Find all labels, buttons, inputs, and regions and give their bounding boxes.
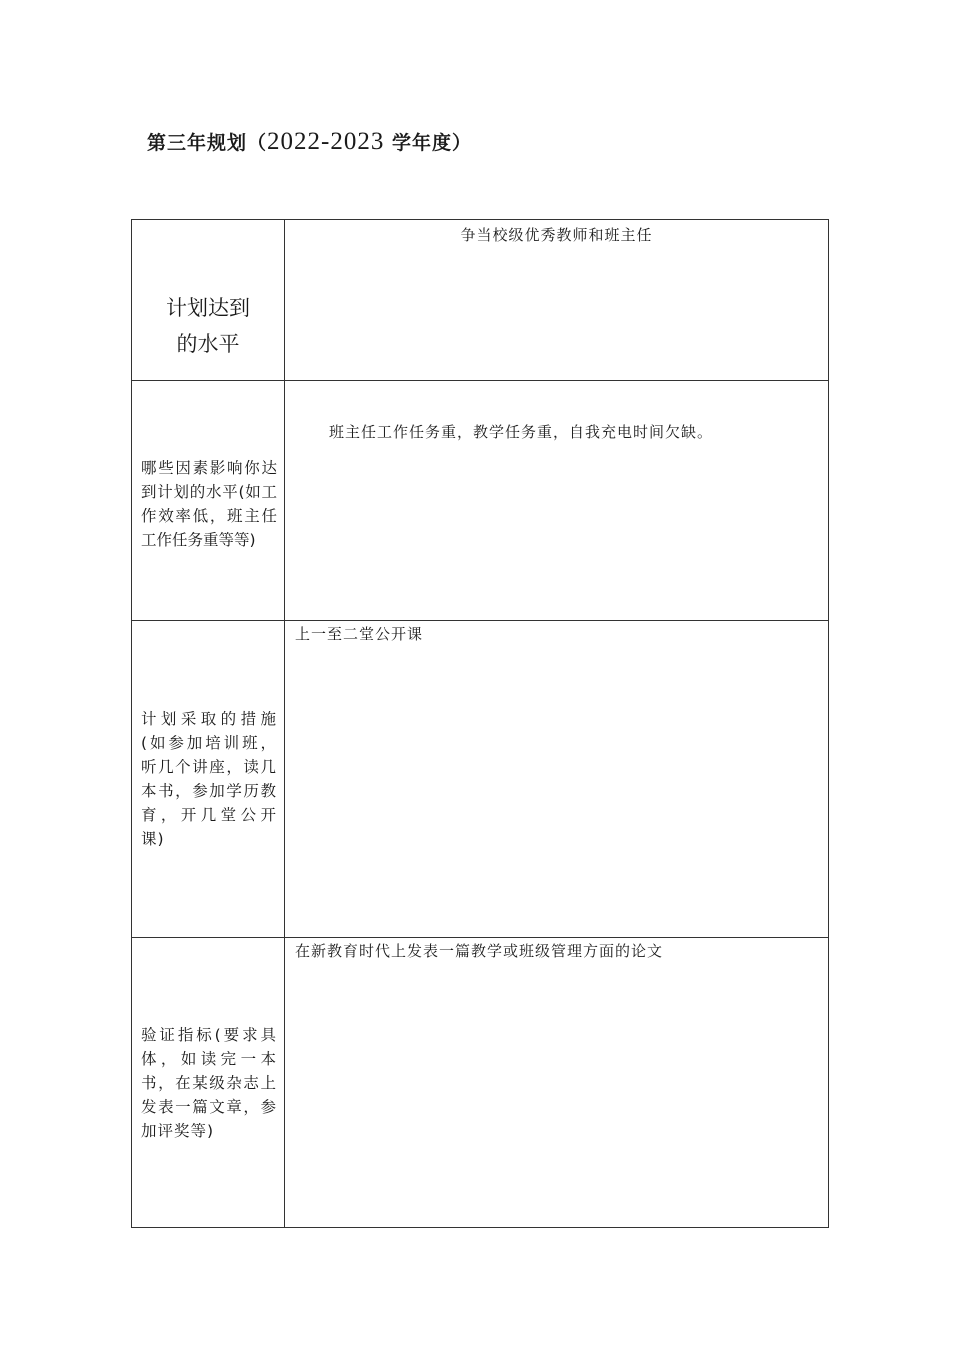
table-row-factors bbox=[132, 381, 829, 621]
row-content-target-level: 争当校级优秀教师和班主任 bbox=[460, 226, 653, 244]
row-content-factors: 班主任工作任务重，教学任务重，自我充电时间欠缺。 bbox=[329, 423, 714, 441]
label-cell bbox=[132, 621, 285, 938]
row-content-measures: 上一至二堂公开课 bbox=[295, 625, 424, 643]
row-label-indicators: 验证指标(要求具体，如读完一本书，在某级杂志上发表一篇文章，参加评奖等) bbox=[141, 1025, 277, 1140]
content-cell bbox=[285, 381, 829, 621]
row-label-factors: 哪些因素影响你达到计划的水平(如工作效率低，班主任工作任务重等等) bbox=[141, 458, 277, 549]
content-cell bbox=[285, 220, 829, 381]
table-row-target-level bbox=[132, 220, 829, 381]
content-cell bbox=[285, 938, 829, 1228]
table-row-indicators bbox=[132, 938, 829, 1228]
label-cell bbox=[132, 381, 285, 621]
table-row-measures bbox=[132, 621, 829, 938]
content-cell bbox=[285, 621, 829, 938]
title-suffix: 学年度） bbox=[384, 132, 472, 154]
title-prefix: 第三年规划（ bbox=[147, 132, 268, 154]
label-cell bbox=[132, 938, 285, 1228]
row-label-measures: 计划采取的措施(如参加培训班，听几个讲座，读几本书，参加学历教育，开几堂公开课) bbox=[141, 710, 277, 848]
label-cell bbox=[132, 220, 285, 381]
plan-table bbox=[131, 219, 829, 1228]
page-title bbox=[147, 128, 472, 156]
row-label-target-level: 计划达到 的水平 bbox=[166, 296, 250, 356]
row-content-indicators: 在新教育时代上发表一篇教学或班级管理方面的论文 bbox=[295, 942, 664, 960]
title-year: 2022-2023 bbox=[267, 128, 385, 155]
